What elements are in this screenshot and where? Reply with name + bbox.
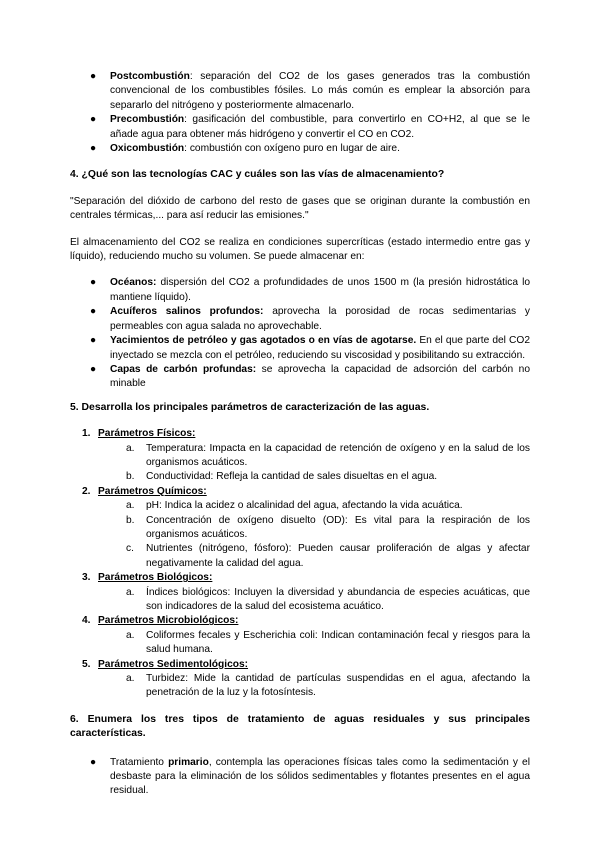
document-content [70, 70, 530, 799]
list-item: a. Coliformes fecales y Escherichia coli: Indican contaminación fecal y riesgos para la salud humana. [126, 629, 530, 656]
list-item: ● Acuíferos salinos profundos: aprovecha la porosidad de rocas sedimentarias y permeables con agua salada no aprovechable. [90, 306, 530, 332]
list-item: c. Nutrientes (nitrógeno, fósforo): Pueden causar proliferación de algas y afectar negativamente la calidad del agua. [126, 543, 530, 569]
bullet-icon: ● [90, 335, 97, 347]
list-item: ● Tratamiento primario, contempla las operaciones físicas tales como la sedimentación y el desbaste para la eliminación de los sólidos sedimentables y flotantes presentes en el agua residual. [90, 756, 530, 797]
list-item: a. pH: Indica la acidez o alcalinidad del agua, afectando la vida acuática. [126, 500, 463, 512]
storage-intro: El almacenamiento del CO2 se realiza en condiciones supercríticas (estado intermedio entre gas y líquido), reduciendo mucho su volumen. Se puede almacenar en: [70, 236, 530, 263]
bullet-icon: ● [90, 277, 97, 289]
bullet-icon: ● [90, 114, 97, 126]
parameter-group: 2. Parámetros Químicos: a. pH: Indica la acidez o alcalinidad del agua, afectando la vida acuática. b. Concentración de oxígeno disuelto (OD): Es vital para la respiración de los organismos acuáticos. c. Nutrientes (nitrógeno, fósforo): Pueden causar proliferación de algas y afectar negativamente la calidad del agua. [98, 485, 530, 571]
list-item: ● Océanos: dispersión del CO2 a profundidades de unos 1500 m (la presión hidrostática lo mantiene líquido). [90, 277, 530, 303]
list-item: ● Yacimientos de petróleo y gas agotados o en vías de agotarse. En el que parte del CO2 inyectado se mezcla con el petróleo, reduciendo su viscosidad y posibilitando su extracción. [90, 335, 530, 361]
bullet-icon: ● [90, 363, 97, 375]
section-5-heading: 5. Desarrolla los principales parámetros de caracterización de las aguas. [70, 401, 430, 413]
list-item: ● Precombustión: gasificación del combustible, para convertirlo en CO+H2, al que se le añade agua para obtener más hidrógeno y convertir el CO en CO2. [90, 114, 530, 140]
list-item: b. Concentración de oxígeno disuelto (OD): Es vital para la respiración de los organismos acuáticos. [126, 514, 530, 540]
combustion-list [70, 70, 530, 156]
storage-list [70, 276, 530, 391]
bullet-icon: ● [90, 71, 97, 82]
parameters-list [70, 427, 530, 701]
list-item: a. Temperatura: Impacta en la capacidad de retención de oxígeno y en la salud de los organismos acuáticos. [126, 442, 530, 468]
definition-quote: "Separación del dióxido de carbono del resto de gases que se originan durante la combustión en centrales térmicas,... para así reducir las emisiones." [70, 195, 530, 222]
section-6-heading: 6. Enumera los tres tipos de tratamiento de aguas residuales y sus principales características. [70, 713, 530, 740]
bullet-icon: ● [90, 306, 97, 318]
bullet-icon: ● [90, 143, 97, 155]
parameter-group: 4. Parámetros Microbiológicos: a. Coliformes fecales y Escherichia coli: Indican contaminación fecal y riesgos para la salud humana. [98, 614, 530, 657]
parameter-group: 5. Parámetros Sedimentológicos: a. Turbidez: Mide la cantidad de partículas suspendidas en el agua, afectando la penetración de la luz y la fotosíntesis. [98, 658, 530, 701]
section-4-heading: 4. ¿Qué son las tecnologías CAC y cuáles son las vías de almacenamiento? [70, 169, 445, 181]
list-item: ● Oxicombustión: combustión con oxígeno puro en lugar de aire. [110, 142, 530, 156]
list-item: a. Índices biológicos: Incluyen la diversidad y abundancia de especies acuáticas, que son indicadores de la salud del ecosistema acuático. [126, 586, 530, 612]
list-item: b. Conductividad: Refleja la cantidad de sales disueltas en el agua. [126, 471, 438, 483]
list-item: a. Turbidez: Mide la cantidad de partículas suspendidas en el agua, afectando la penetración de la luz y la fotosíntesis. [126, 673, 530, 699]
parameter-group: 1. Parámetros Físicos: a. Temperatura: Impacta en la capacidad de retención de oxígeno y en la salud de los organismos acuáticos. b. Conductividad: Refleja la cantidad de sales disueltas en el agua. [98, 427, 530, 485]
bullet-icon: ● [90, 756, 97, 768]
list-item: ● Postcombustión: separación del CO2 de los gases generados tras la combustión convencional de los combustibles fósiles. Lo más común es emplear la absorción para separarlo del nitrógeno y posteriormente almacenarlo. [90, 71, 530, 111]
treatment-list [70, 756, 530, 799]
list-item: ● Capas de carbón profundas: se aprovecha la capacidad de adsorción del carbón no minable [90, 363, 531, 390]
parameter-group: 3. Parámetros Biológicos: a. Índices biológicos: Incluyen la diversidad y abundancia de especies acuáticas, que son indicadores de la salud del ecosistema acuático. [98, 571, 530, 614]
